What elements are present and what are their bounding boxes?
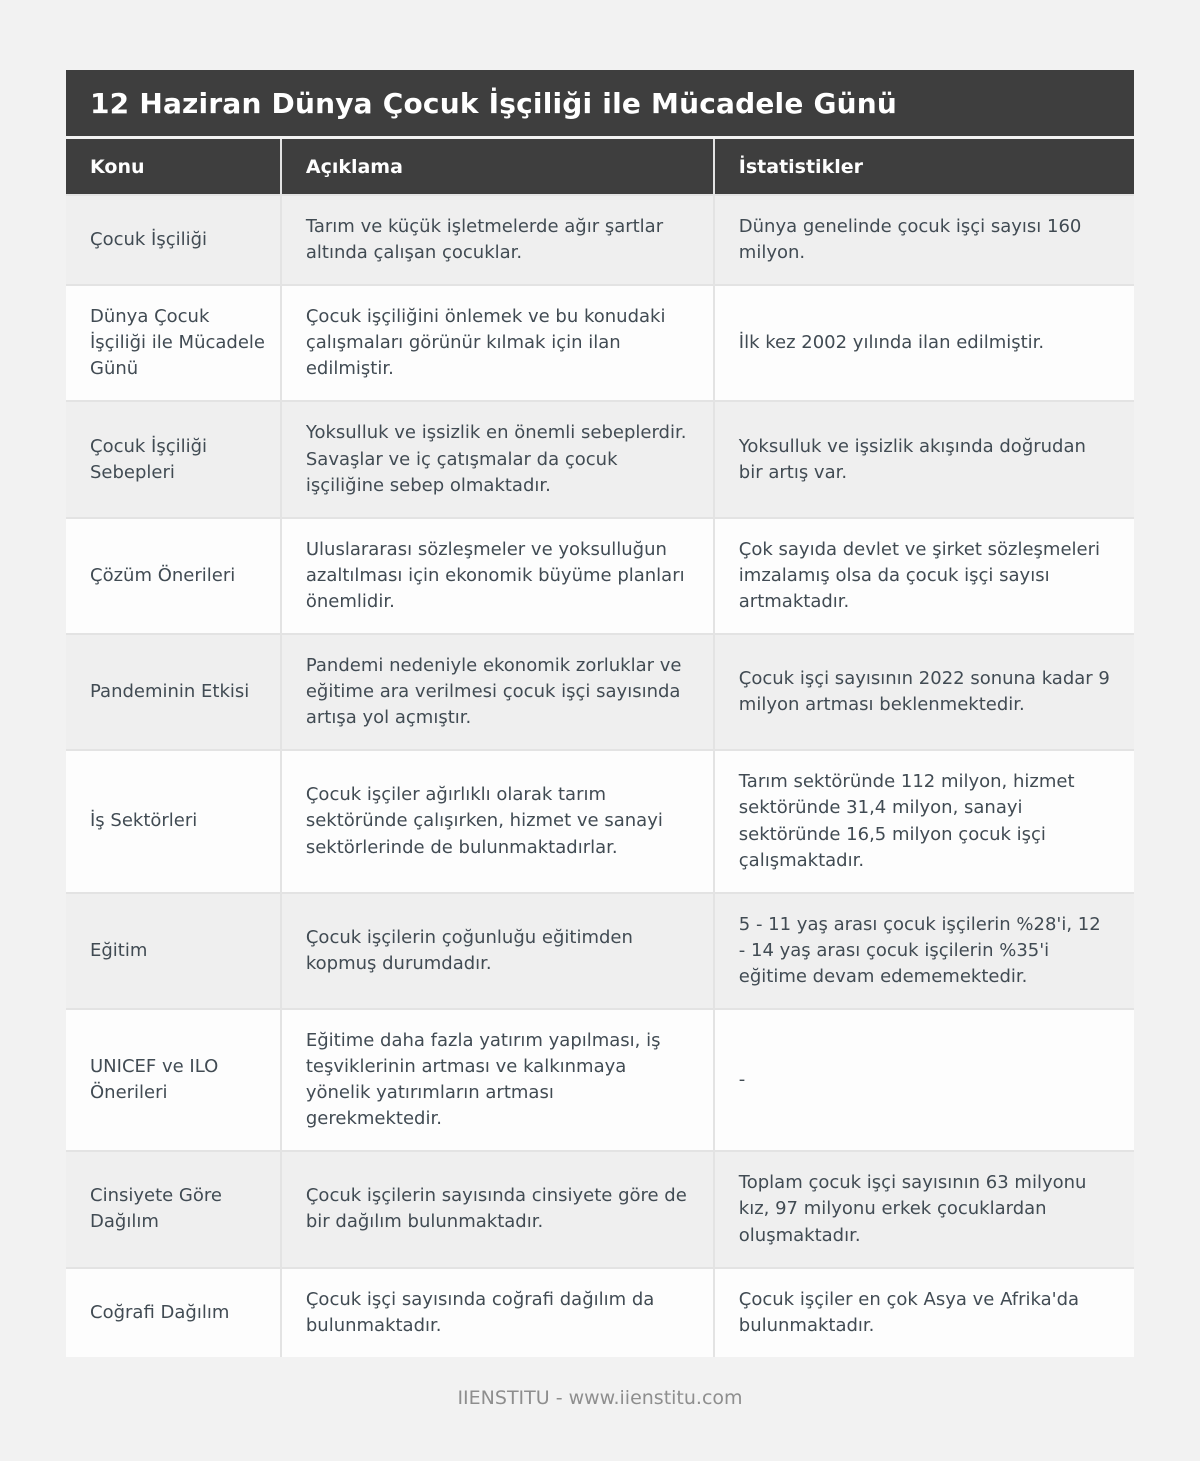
konu-cell: İş Sektörleri: [66, 751, 280, 891]
aciklama-cell: Çocuk işçiler ağırlıklı olarak tarım sektöründe çalışırken, hizmet ve sanayi sektörlerinde de bulunmaktadırlar.: [282, 751, 713, 891]
istatistik-cell: Çocuk işçiler en çok Asya ve Afrika'da bulunmaktadır.: [715, 1269, 1134, 1357]
konu-cell: Çocuk İşçiliği Sebepleri: [66, 402, 280, 516]
footer-credit: IIENSTITU - www.iienstitu.com: [457, 1386, 743, 1409]
istatistik-cell: 5 - 11 yaş arası çocuk işçilerin %28'i, 12 - 14 yaş arası çocuk işçilerin %35'i eğitime devam edememektedir.: [715, 894, 1134, 1008]
istatistik-cell: Tarım sektöründe 112 milyon, hizmet sektöründe 31,4 milyon, sanayi sektöründe 16,5 milyon çocuk işçi çalışmaktadır.: [715, 751, 1134, 891]
istatistik-cell: Toplam çocuk işçi sayısının 63 milyonu kız, 97 milyonu erkek çocuklardan oluşmaktadır.: [715, 1152, 1134, 1266]
aciklama-cell: Pandemi nedeniyle ekonomik zorluklar ve eğitime ara verilmesi çocuk işçi sayısında artışa yol açmıştır.: [282, 635, 713, 749]
konu-cell: Eğitim: [66, 894, 280, 1008]
child-labour-table: [66, 70, 1134, 1357]
konu-cell: Dünya Çocuk İşçiliği ile Mücadele Günü: [66, 286, 280, 400]
column-header-konu: Konu: [66, 139, 280, 194]
konu-cell: Pandeminin Etkisi: [66, 635, 280, 749]
konu-cell: Çocuk İşçiliği: [66, 196, 280, 284]
istatistik-cell: İlk kez 2002 yılında ilan edilmiştir.: [715, 286, 1134, 400]
page-title: 12 Haziran Dünya Çocuk İşçiliği ile Mücadele Günü: [66, 70, 1134, 136]
aciklama-cell: Eğitime daha fazla yatırım yapılması, iş teşviklerinin artması ve kalkınmaya yönelik yatırımların artması gerekmektedir.: [282, 1010, 713, 1150]
aciklama-cell: Çocuk işçiliğini önlemek ve bu konudaki çalışmaları görünür kılmak için ilan edilmiştir.: [282, 286, 713, 400]
aciklama-cell: Çocuk işçilerin çoğunluğu eğitimden kopmuş durumdadır.: [282, 894, 713, 1008]
aciklama-cell: Tarım ve küçük işletmelerde ağır şartlar altında çalışan çocuklar.: [282, 196, 713, 284]
istatistik-cell: Çok sayıda devlet ve şirket sözleşmeleri imzalamış olsa da çocuk işçi sayısı artmaktadır.: [715, 519, 1134, 633]
istatistik-cell: Dünya genelinde çocuk işçi sayısı 160 milyon.: [715, 196, 1134, 284]
aciklama-cell: Uluslararası sözleşmeler ve yoksulluğun azaltılması için ekonomik büyüme planları önemlidir.: [282, 519, 713, 633]
aciklama-cell: Yoksulluk ve işsizlik en önemli sebeplerdir. Savaşlar ve iç çatışmalar da çocuk işçiliğine sebep olmaktadır.: [282, 402, 713, 516]
column-header-aciklama: Açıklama: [282, 139, 713, 194]
konu-cell: UNICEF ve ILO Önerileri: [66, 1010, 280, 1150]
istatistik-cell: Yoksulluk ve işsizlik akışında doğrudan bir artış var.: [715, 402, 1134, 516]
column-header-istatistikler: İstatistikler: [715, 139, 1134, 194]
aciklama-cell: Çocuk işçilerin sayısında cinsiyete göre de bir dağılım bulunmaktadır.: [282, 1152, 713, 1266]
istatistik-cell: Çocuk işçi sayısının 2022 sonuna kadar 9 milyon artması beklenmektedir.: [715, 635, 1134, 749]
konu-cell: Cinsiyete Göre Dağılım: [66, 1152, 280, 1266]
table-grid: [66, 139, 1134, 1357]
konu-cell: Coğrafi Dağılım: [66, 1269, 280, 1357]
aciklama-cell: Çocuk işçi sayısında coğrafi dağılım da bulunmaktadır.: [282, 1269, 713, 1357]
konu-cell: Çözüm Önerileri: [66, 519, 280, 633]
istatistik-cell: -: [715, 1010, 1134, 1150]
